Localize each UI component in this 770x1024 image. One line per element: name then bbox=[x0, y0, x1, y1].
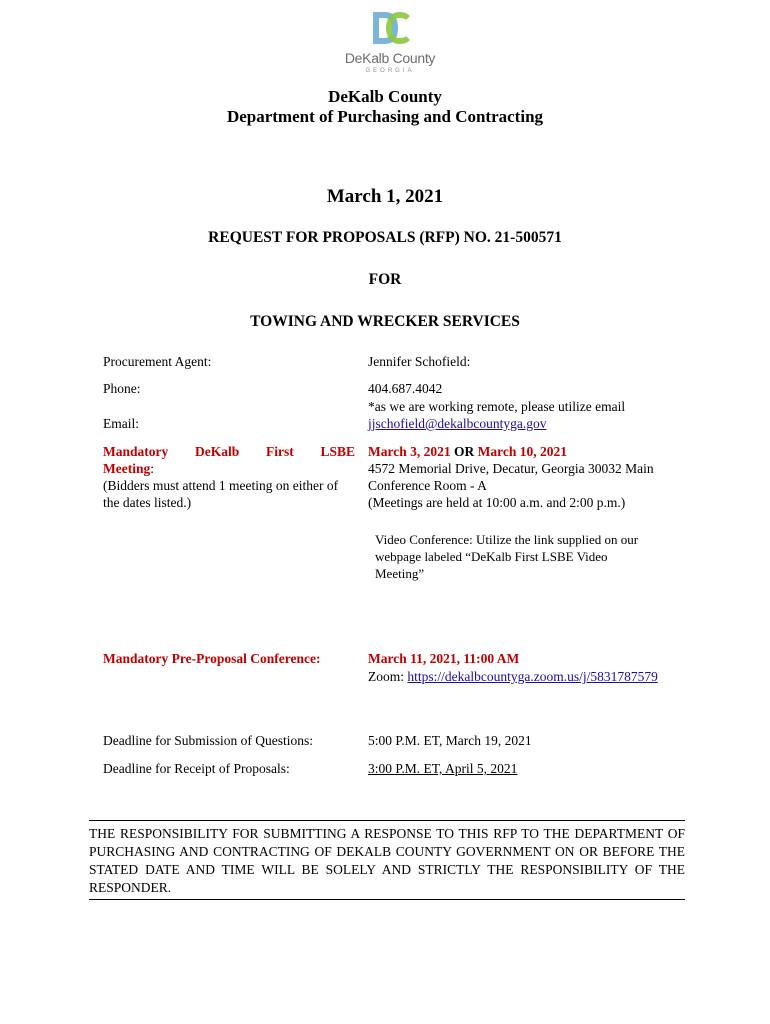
video-line-3: Meeting” bbox=[375, 566, 425, 581]
phone-value: 404.687.4042 bbox=[368, 381, 443, 396]
service-title: TOWING AND WRECKER SERVICES bbox=[250, 313, 520, 330]
rfp-number: REQUEST FOR PROPOSALS (RFP) NO. 21-500571 bbox=[208, 229, 562, 246]
lsbe-label bbox=[103, 443, 355, 460]
lsbe-word-1: Mandatory bbox=[103, 444, 169, 459]
lsbe-room: Conference Room - A bbox=[368, 478, 487, 493]
agent-value: Jennifer Schofield: bbox=[368, 354, 471, 369]
lsbe-note-1: (Bidders must attend 1 meeting on either of bbox=[103, 478, 339, 493]
dept-title: Department of Purchasing and Contracting bbox=[226, 107, 544, 126]
receipt-label: Deadline for Receipt of Proposals: bbox=[103, 761, 290, 776]
lsbe-word-4: LSBE bbox=[320, 444, 355, 459]
questions-label: Deadline for Submission of Questions: bbox=[103, 733, 313, 748]
questions-value: 5:00 P.M. ET, March 19, 2021 bbox=[368, 733, 532, 748]
logo-wordmark: DeKalb County bbox=[344, 50, 436, 66]
phone-note: *as we are working remote, please utilize email bbox=[368, 399, 626, 414]
video-line-2: webpage labeled “DeKalb First LSBE Video bbox=[375, 549, 608, 564]
responsibility-notice: THE RESPONSIBILITY FOR SUBMITTING A RESPONSE TO THIS RFP TO THE DEPARTMENT OF PURCHASING AND CONTRACTING OF DEKALB COUNTY GOVERNMENT ON OR BEFORE THE STATED DATE AND TIME WILL BE SOLELY AND STRICTLY THE RESPONSIBILITY OF THE RESPONDER. bbox=[89, 820, 685, 900]
lsbe-label-line2: Meeting: bbox=[103, 461, 154, 476]
agent-label: Procurement Agent: bbox=[103, 354, 212, 369]
document-date: March 1, 2021 bbox=[326, 186, 444, 207]
lsbe-times: (Meetings are held at 10:00 a.m. and 2:00 p.m.) bbox=[368, 495, 626, 510]
org-title: DeKalb County bbox=[328, 87, 442, 106]
preproposal-label: Mandatory Pre-Proposal Conference: bbox=[103, 651, 321, 666]
email-label: Email: bbox=[103, 416, 139, 431]
lsbe-dates: March 3, 2021 OR March 10, 2021 bbox=[368, 444, 567, 459]
zoom-link[interactable]: https://dekalbcountyga.zoom.us/j/5831787579 bbox=[407, 669, 658, 684]
video-line-1: Video Conference: Utilize the link supplied on our bbox=[375, 532, 639, 547]
lsbe-address: 4572 Memorial Drive, Decatur, Georgia 30032 Main bbox=[368, 461, 654, 476]
lsbe-word-2: DeKalb bbox=[194, 444, 240, 459]
dc-logo-icon bbox=[370, 10, 412, 46]
preproposal-date: March 11, 2021, 11:00 AM bbox=[368, 651, 520, 666]
email-link[interactable]: jjschofield@dekalbcountyga.gov bbox=[368, 416, 547, 431]
phone-label: Phone: bbox=[103, 381, 141, 396]
lsbe-note-2: the dates listed.) bbox=[103, 495, 192, 510]
county-logo bbox=[370, 10, 412, 46]
lsbe-word-3: First bbox=[265, 444, 294, 459]
logo-state: GEORGIA bbox=[365, 68, 415, 74]
zoom-line: Zoom: https://dekalbcountyga.zoom.us/j/5831787579 bbox=[368, 669, 658, 684]
for-line: FOR bbox=[368, 271, 402, 288]
receipt-value: 3:00 P.M. ET, April 5, 2021 bbox=[368, 761, 518, 776]
